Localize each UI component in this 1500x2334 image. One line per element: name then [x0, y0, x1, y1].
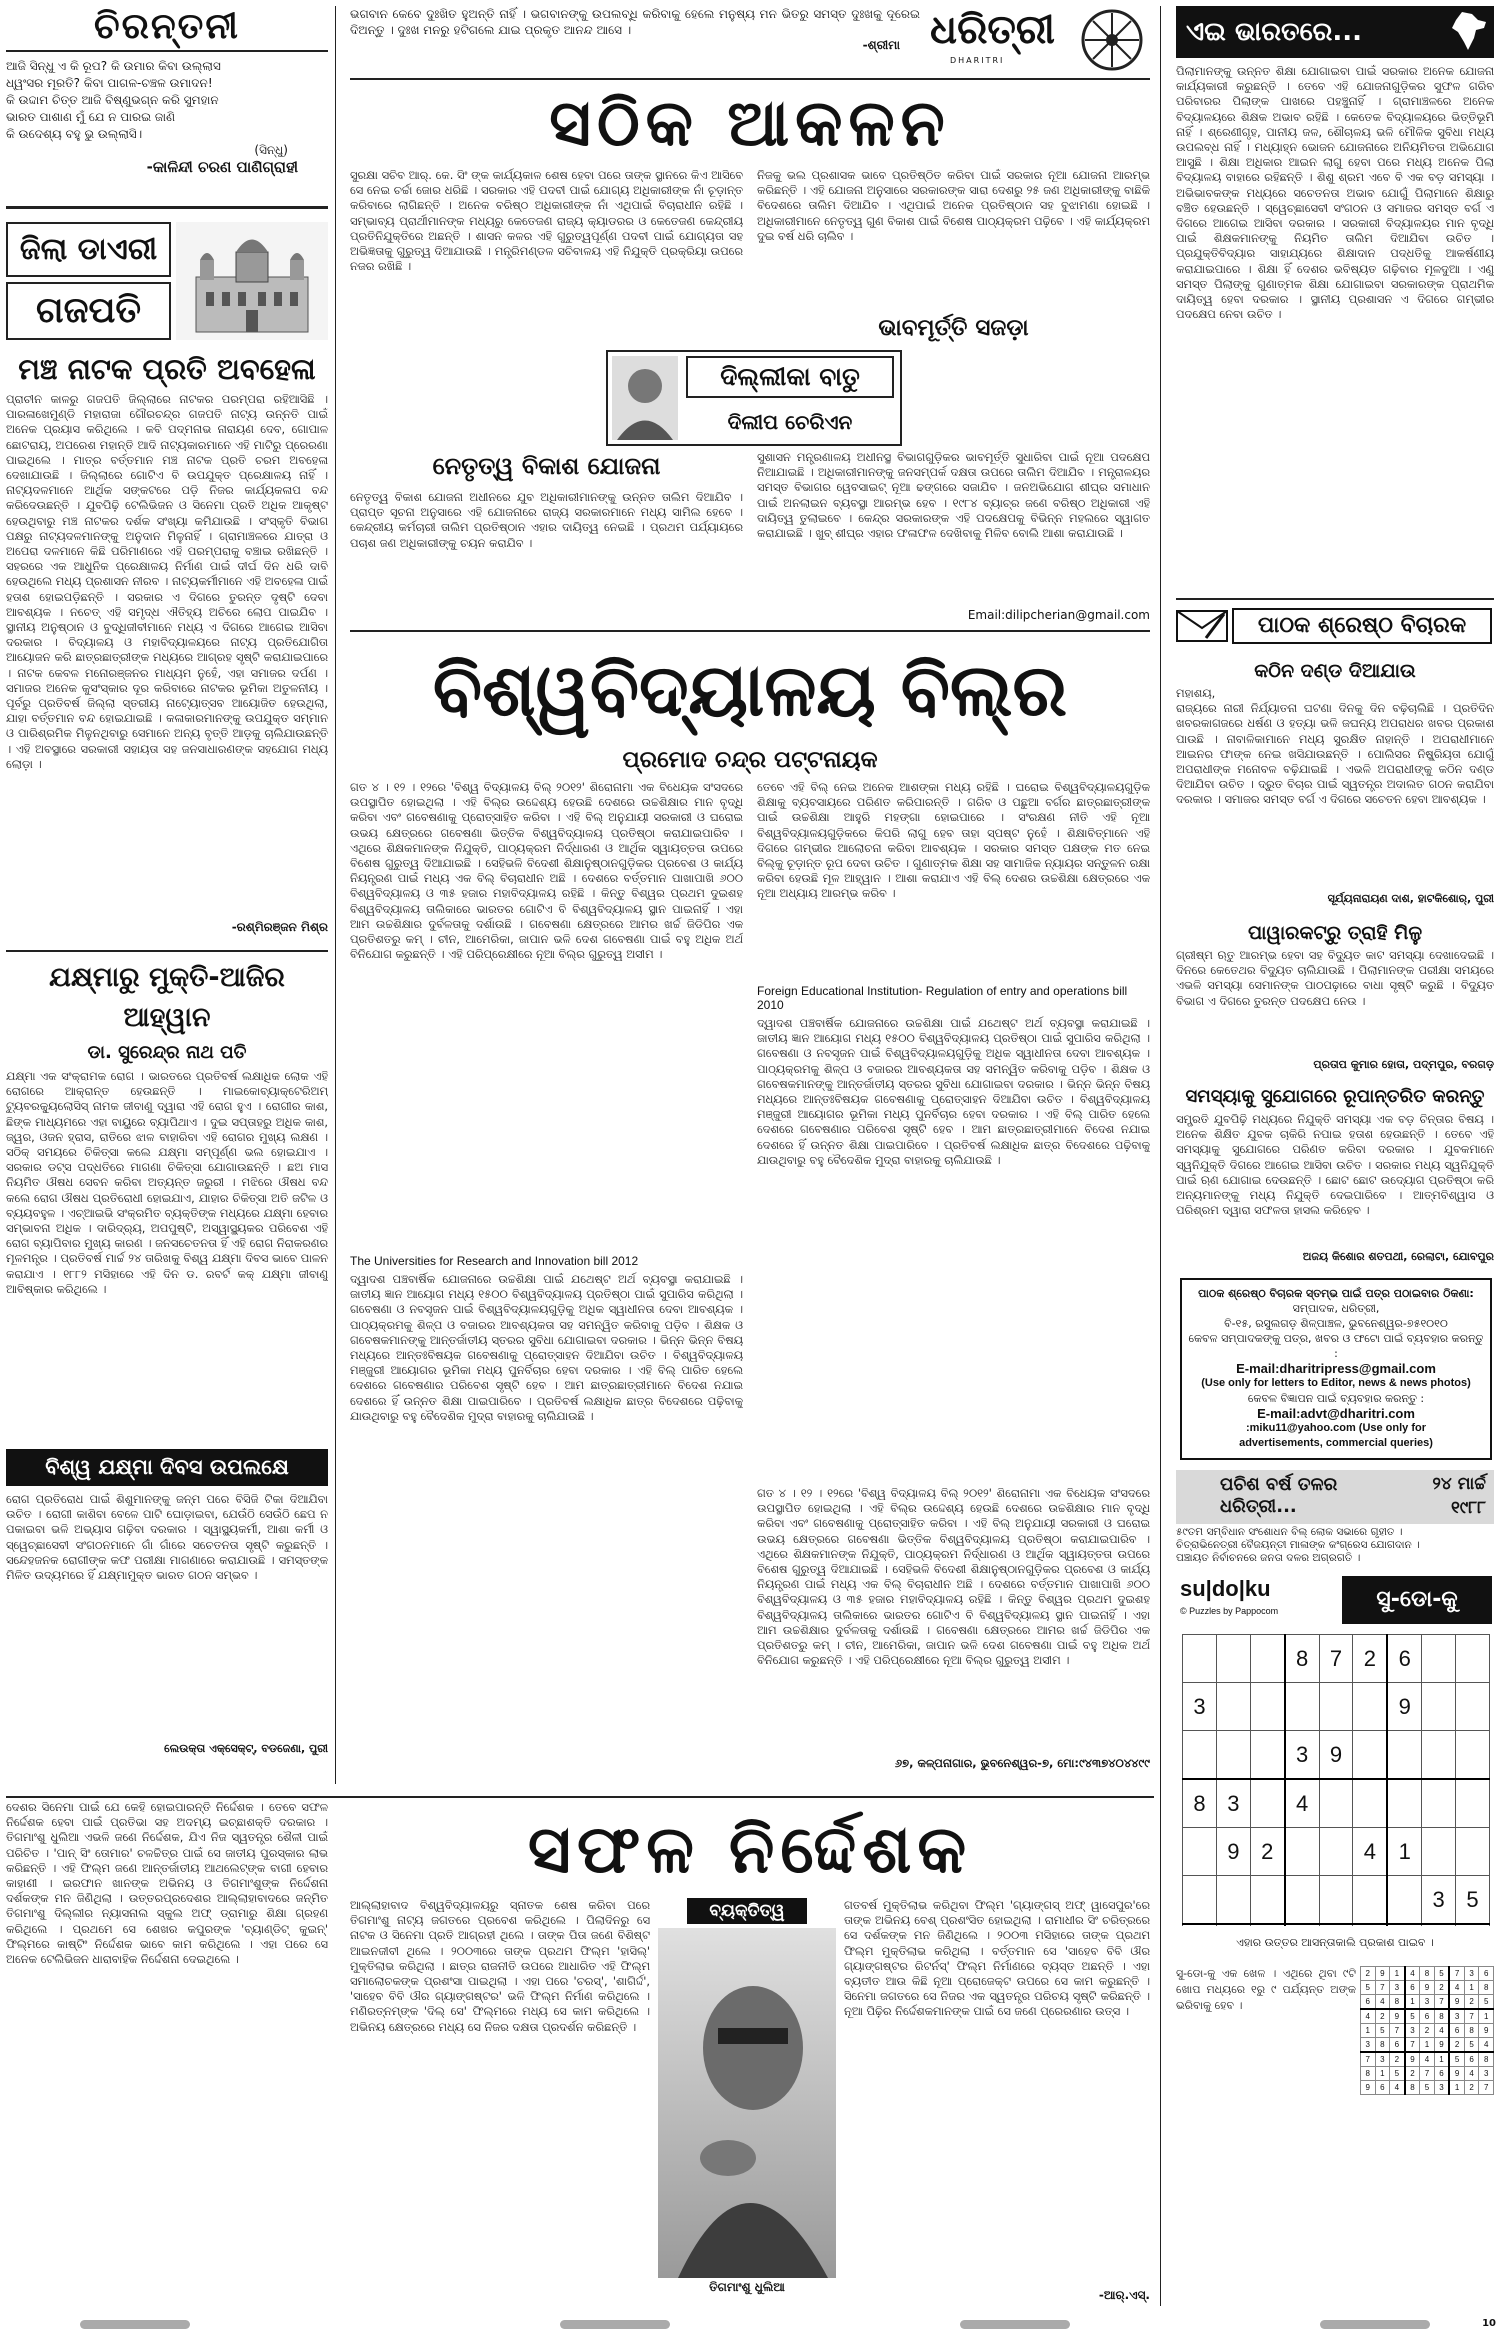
ei-bharatare-body: ପିଲାମାନଙ୍କୁ ଉନ୍ନତ ଶିକ୍ଷା ଯୋଗାଇବା ପାଇଁ ସରକାର ଅନେକ ଯୋଜନା କାର୍ଯ୍ୟକାରୀ କରୁଛନ୍ତି । ତେବେ ଏହି ଯୋଜନାଗୁଡ଼ିକର ସୁଫଳ ଗରିବ ପରିବାରର ପିଲାଙ୍କ ପାଖରେ ପହଞ୍ଚୁନାହିଁ । ଗ୍ରାମାଞ୍ଚଳରେ ଅନେକ ବିଦ୍ୟାଳୟରେ ଶିକ୍ଷକ ଅଭାବ ରହିଛି । କେତେକ ବିଦ୍ୟାଳୟରେ ଭିତ୍ତିଭୂମି ନାହିଁ । ଶ୍ରେଣୀଗୃହ, ପାନୀୟ ଜଳ, ଶୌଚାଳୟ ଭଳି ମୌଳିକ ସୁବିଧା ମଧ୍ୟ ଉପଲବ୍ଧ ନାହିଁ । ମଧ୍ୟାହ୍ନ ଭୋଜନ ଯୋଜନାରେ ଅନିୟମିତତା ଅଭିଯୋଗ ଆସୁଛି । ଶିକ୍ଷା ଅଧିକାର ଆଇନ ଲାଗୁ ହେବା ପରେ ମଧ୍ୟ ଅନେକ ପିଲା ବିଦ୍ୟାଳୟ ବାହାରେ ରହିଛନ୍ତି । ଶିଶୁ ଶ୍ରମ ଏବେ ବି ଏକ ବଡ଼ ସମସ୍ୟା । ଅଭିଭାବକଙ୍କ ମଧ୍ୟରେ ସଚେତନତା ଅଭାବ ଯୋଗୁଁ ପିଲାମାନେ ଶିକ୍ଷାରୁ ବଞ୍ଚିତ ହେଉଛନ୍ତି । ସ୍ୱେଚ୍ଛାସେବୀ ସଂଗଠନ ଓ ସମାଜର ସମସ୍ତ ବର୍ଗ ଏ ଦିଗରେ ଆଗେଇ ଆସିବା ଦରକାର । ସରକାରୀ ବିଦ୍ୟାଳୟର ମାନ ବୃଦ୍ଧି ପାଇଁ ଶିକ୍ଷକମାନଙ୍କୁ ନିୟମିତ ତାଲିମ ଦିଆଯିବା ଉଚିତ । ପ୍ରଯୁକ୍ତିବିଦ୍ୟାର ସାହାଯ୍ୟରେ ଶିକ୍ଷାଦାନ ପଦ୍ଧତିକୁ ଆକର୍ଷଣୀୟ କରାଯାଇପାରେ । ଶିକ୍ଷା ହିଁ ଦେଶର ଭବିଷ୍ୟତ ଗଢ଼ିବାର ମୂଳଦୁଆ । ଏଣୁ ସମସ୍ତ ପିଲାଙ୍କୁ ଗୁଣାତ୍ମକ ଶିକ୍ଷା ଯୋଗାଇବା ସରକାରଙ୍କ ପ୍ରାଥମିକ ଦାୟିତ୍ୱ ହେବା ଦରକାର । ସ୍ଥାନୀୟ ପ୍ରଶାସନ ଏ ଦିଗରେ ଗମ୍ଭୀର ପଦକ୍ଷେପ ନେବା ଉଚିତ । — [1176, 64, 1494, 322]
divider — [350, 630, 1150, 632]
sudoku-cell — [1422, 1683, 1456, 1731]
footer-marker — [1320, 2320, 1430, 2329]
sudoku-cell — [1456, 1828, 1490, 1876]
sudoku-solution-cell: 4 — [1361, 2009, 1376, 2024]
zilla-diary-label: ଜିଲା ଡାଏରୀ — [6, 222, 171, 277]
story2 — [6, 958, 328, 1778]
sudoku-cell — [1285, 1828, 1319, 1876]
sudoku-solution-cell: 4 — [1479, 2038, 1494, 2053]
sudoku-cell — [1456, 1924, 1490, 1926]
sudoku-cell — [1422, 1924, 1456, 1926]
sudoku-solution-cell: 3 — [1390, 1981, 1405, 1995]
sudoku-cell — [1353, 1876, 1387, 1925]
sudoku-cell — [1250, 1683, 1284, 1731]
sudoku-cell: 7 — [1319, 1635, 1353, 1683]
sudoku-solution-cell: 2 — [1449, 2038, 1464, 2053]
lead-body-2: ଦ୍ୱାଦଶ ପଞ୍ଚବାର୍ଷିକ ଯୋଜନାରେ ଉଚ୍ଚଶିକ୍ଷା ପାଇଁ ଯଥେଷ୍ଟ ଅର୍ଥ ବ୍ୟବସ୍ଥା କରାଯାଇଛି । ଜାତୀୟ ଜ୍ଞାନ ଆୟୋଗ ମଧ୍ୟ ୧୫୦୦ ବିଶ୍ୱବିଦ୍ୟାଳୟ ପ୍ରତିଷ୍ଠା ପାଇଁ ସୁପାରିସ କରିଥିଲା । ଗବେଷଣା ଓ ନବସୃଜନ ପାଇଁ ବିଶ୍ୱବିଦ୍ୟାଳୟଗୁଡ଼ିକୁ ଅଧିକ ସ୍ୱାଧୀନତା ଦେବା ଆବଶ୍ୟକ । ପାଠ୍ୟକ୍ରମକୁ ଶିଳ୍ପ ଓ ବଜାରର ଆବଶ୍ୟକତା ସହ ସମନ୍ୱିତ କରିବାକୁ ପଡ଼ିବ । ଶିକ୍ଷକ ଓ ଗବେଷକମାନଙ୍କୁ ଆନ୍ତର୍ଜାତୀୟ ସ୍ତରର ସୁବିଧା ଯୋଗାଇବା ଦରକାର । ଭିନ୍ନ ଭିନ୍ନ ବିଷୟ ମଧ୍ୟରେ ଆନ୍ତଃବିଷୟକ ଗବେଷଣାକୁ ପ୍ରୋତ୍ସାହନ ଦିଆଯିବା ଉଚିତ । ବିଶ୍ୱବିଦ୍ୟାଳୟ ମଞ୍ଜୁରୀ ଆୟୋଗର ଭୂମିକା ମଧ୍ୟ ପୁନର୍ବିଚାର ହେବା ଦରକାର । ଏହି ବିଲ୍ ପାରିତ ହେଲେ ଦେଶରେ ଗବେଷଣାର ପରିବେଶ ସୃଷ୍ଟି ହେବ । ଆମ ଛାତ୍ରଛାତ୍ରୀମାନେ ବିଦେଶ ନଯାଇ ଦେଶରେ ହିଁ ଉନ୍ନତ ଶିକ୍ଷା ପାଇପାରିବେ । ପ୍ରତିବର୍ଷ ଲକ୍ଷାଧିକ ଛାତ୍ର ବିଦେଶରେ ପଢ଼ିବାକୁ ଯାଉଥିବାରୁ ବହୁ ବୈଦେଶିକ ମୁଦ୍ରା ବାହାରକୁ ଚାଲିଯାଉଛି । — [350, 1272, 743, 1423]
column-rule — [1160, 6, 1161, 2306]
sudoku-solution — [1360, 1966, 1494, 2096]
letter2-author: ପ୍ରତାପ କୁମାର ହୋତା, ପଦ୍ମପୁର, ବରଗଡ଼ — [1313, 1058, 1494, 1071]
story2-title: ଯକ୍ଷ୍ମାରୁ ମୁକ୍ତି-ଆଜିର ଆହ୍ୱାନ — [49, 962, 285, 1033]
bottom-col-1 — [6, 1800, 328, 2310]
sudoku-solution-cell: 5 — [1449, 2052, 1464, 2067]
sudoku-solution-cell: 9 — [1361, 2081, 1376, 2095]
lead-body-3: ତେବେ ଏହି ବିଲ୍ ନେଇ ଅନେକ ଆଶଙ୍କା ମଧ୍ୟ ରହିଛି । ଘରୋଇ ବିଶ୍ୱବିଦ୍ୟାଳୟଗୁଡ଼ିକ ଶିକ୍ଷାକୁ ବ୍ୟବସାୟରେ ପରିଣତ କରିପାରନ୍ତି । ଗରିବ ଓ ପଛୁଆ ବର୍ଗର ଛାତ୍ରଛାତ୍ରୀଙ୍କ ପାଇଁ ଉଚ୍ଚଶିକ୍ଷା ଆହୁରି ମହଙ୍ଗା ହୋଇପାରେ । ସଂରକ୍ଷଣ ନୀତି ଏହି ନୂଆ ବିଶ୍ୱବିଦ୍ୟାଳୟଗୁଡ଼ିକରେ କିପରି ଲାଗୁ ହେବ ତାହା ସ୍ପଷ୍ଟ ନୁହେଁ । ଶିକ୍ଷାବିତ୍‌ମାନେ ଏହି ଦିଗରେ ଗମ୍ଭୀର ଆଲୋଚନା କରିବା ଆବଶ୍ୟକ । ସରକାର ସମସ୍ତ ପକ୍ଷଙ୍କ ମତ ନେଇ ବିଲ୍‌କୁ ଚୂଡ଼ାନ୍ତ ରୂପ ଦେବା ଉଚିତ । ଗୁଣାତ୍ମକ ଶିକ୍ଷା ସହ ସାମାଜିକ ନ୍ୟାୟର ସନ୍ତୁଳନ ରକ୍ଷା କରିବା ହେଉଛି ମୂଳ ଆହ୍ୱାନ । ଆଶା କରାଯାଏ ଏହି ବିଲ୍ ଦେଶର ଉଚ୍ଚଶିକ୍ଷା କ୍ଷେତ୍ରରେ ଏକ ନୂଆ ଅଧ୍ୟାୟ ଆରମ୍ଭ କରିବ । — [757, 780, 1150, 901]
sudoku-cell — [1285, 1683, 1319, 1731]
sudoku-cell — [1422, 1779, 1456, 1828]
sudoku-solution-cell: 4 — [1449, 1981, 1464, 1995]
sudoku-cell — [1183, 1731, 1217, 1780]
sudoku-solution-cell: 2 — [1361, 1967, 1376, 1981]
chirantani-box — [6, 6, 328, 202]
sudoku-solution-cell: 1 — [1449, 2081, 1464, 2095]
sudoku-solution-cell: 7 — [1375, 1981, 1390, 1995]
sudoku-solution-cell: 1 — [1390, 1967, 1405, 1981]
sudoku-solution-cell: 2 — [1464, 2081, 1479, 2095]
bottom-body-1: ଦେଶର ସିନେମା ପାଇଁ ଯେ କେହି ହୋଇପାରନ୍ତି ନିର୍ଦ୍ଦେଶକ । ତେବେ ସଫଳ ନିର୍ଦ୍ଦେଶକ ହେବା ପାଇଁ ପ୍ରତିଭା ସହ ଅଦମ୍ୟ ଇଚ୍ଛାଶକ୍ତି ଦରକାର । ତିଗମାଂଶୁ ଧୁଲିଆ ଏଭଳି ଜଣେ ନିର୍ଦ୍ଦେଶକ, ଯିଏ ନିଜ ସ୍ୱତନ୍ତ୍ର ଶୈଳୀ ପାଇଁ ପରିଚିତ । 'ପାନ୍ ସିଂ ତୋମାର' ଚଳଚ୍ଚିତ୍ର ପାଇଁ ସେ ଜାତୀୟ ପୁରସ୍କାର ଲାଭ କରିଛନ୍ତି । ଏହି ଫିଲ୍ମ ଜଣେ ଆନ୍ତର୍ଜାତୀୟ ଆଥଲେଟ୍‌ଙ୍କ ବାଗୀ ହେବାର କାହାଣୀ । ଇରଫାନ ଖାନଙ୍କ ଅଭିନୟ ଓ ତିଗମାଂଶୁଙ୍କ ନିର୍ଦ୍ଦେଶନା ଦର୍ଶକଙ୍କ ମନ ଜିଣିଥିଲା । ଉତ୍ତରପ୍ରଦେଶର ଆଲ୍ଲାହାବାଦରେ ଜନ୍ମିତ ତିଗମାଂଶୁ ଦିଲ୍ଲୀର ନ୍ୟାସନାଲ ସ୍କୁଲ ଅଫ୍ ଡ୍ରାମାରୁ ଶିକ୍ଷା ଗ୍ରହଣ କରିଥିଲେ । ପ୍ରଥମେ ସେ ଶେଖର କପୁରଙ୍କ 'ବ୍ୟାଣ୍ଡିଟ୍ କୁଇନ୍' ଫିଲ୍ମରେ କାଷ୍ଟିଂ ନିର୍ଦ୍ଦେଶକ ଭାବେ କାମ କରିଥିଲେ । ଏହା ପରେ ସେ ଅନେକ ଟେଲିଭିଜନ ଧାରାବାହିକ ନିର୍ଦ୍ଦେଶନା ଦେଇଥିଲେ । — [6, 1800, 328, 1967]
sudoku-solution-cell: 6 — [1390, 2038, 1405, 2053]
delhi-box — [606, 350, 902, 446]
sudoku-cell — [1456, 1683, 1490, 1731]
page-number: 10 — [1482, 2318, 1496, 2329]
sudoku-solution-cell: 1 — [1405, 1995, 1420, 2010]
sudoku-cell — [1250, 1635, 1284, 1683]
sudoku-solution-cell: 9 — [1420, 1981, 1435, 1995]
editorial-col-d: ସୁଶାସନ ମନ୍ତ୍ରଣାଳୟ ଅଧୀନସ୍ଥ ବିଭାଗଗୁଡ଼ିକର ଭାବମୂର୍ତ୍ତି ସୁଧାରିବା ପାଇଁ ନୂଆ ପଦକ୍ଷେପ ନିଆଯାଇଛି । ଅଧିକାରୀମାନଙ୍କୁ ଜନସମ୍ପର୍କ ଦକ୍ଷତା ଉପରେ ତାଲିମ ଦିଆଯିବ । ମନ୍ତ୍ରାଳୟର ସମସ୍ତ ବିଭାଗର ୱେବସାଇଟ୍ ନୂଆ ଢଙ୍ଗରେ ସଜାଯିବ । ଜନଅଭିଯୋଗ ଶୀଘ୍ର ସମାଧାନ ପାଇଁ ଅନଲାଇନ ବ୍ୟବସ୍ଥା ଆରମ୍ଭ ହେବ । ୧୯୮୪ ବ୍ୟାଚ୍‌ର ଜଣେ ବରିଷ୍ଠ ଅଧିକାରୀ ଏହି ଦାୟିତ୍ୱ ତୁଲାଇବେ । କେନ୍ଦ୍ର ସରକାରଙ୍କ ଏହି ପଦକ୍ଷେପକୁ ବିଭିନ୍ନ ମହଲରେ ସ୍ୱାଗତ କରାଯାଇଛି । ଖୁବ୍ ଶୀଘ୍ର ଏହାର ଫଳାଫଳ ଦେଖିବାକୁ ମିଳିବ ବୋଲି ଆଶା କରାଯାଉଛି । — [757, 450, 1150, 541]
lead-col-1 — [350, 780, 743, 1792]
sudoku-solution-cell: 3 — [1361, 2038, 1376, 2053]
reader-title: ପାଠକ ଶ୍ରେଷ୍ଠ ବିଚାରକ — [1232, 608, 1492, 644]
advt-email[interactable]: E-mail:advt@dharitri.com — [1257, 1406, 1415, 1421]
sudoku-solution-cell: 5 — [1375, 2024, 1390, 2038]
sudoku-cell — [1456, 1779, 1490, 1828]
sudoku-solution-cell: 8 — [1361, 2067, 1376, 2081]
sudoku-solution-cell: 1 — [1434, 2052, 1449, 2067]
sudoku-cell — [1422, 1828, 1456, 1876]
sudoku-rules: ସୁ-ଡୋ-କୁ ଏକ ଖେଳ । ଏଥିରେ ଥିବା ୯ଟି ଖୋପ ମଧ୍ୟରେ ୧ରୁ ୯ ପର୍ଯ୍ୟନ୍ତ ଅଙ୍କ ଭରିବାକୁ ହେବ । — [1176, 1967, 1356, 2012]
sudoku-solution-cell: 8 — [1375, 2038, 1390, 2053]
profile-caption: ତିଗମାଂଶୁ ଧୁଲିଆ — [709, 2280, 785, 2294]
sudoku-solution-cell: 6 — [1434, 2067, 1449, 2081]
story2-box-label: ବିଶ୍ୱ ଯକ୍ଷ୍ମା ଦିବସ ଉପଲକ୍ଷେ — [6, 1449, 328, 1486]
reader-header — [1176, 604, 1494, 648]
sudoku-solution-cell: 1 — [1375, 2067, 1390, 2081]
sudoku-solution-cell: 9 — [1449, 2067, 1464, 2081]
sudoku-cell: 3 — [1285, 1731, 1319, 1780]
lead-body-1: ଗତ ୪ । ୧୨ । ୧୨ରେ 'ବିଶ୍ୱ ବିଦ୍ୟାଳୟ ବିଲ୍ ୨୦୧୨' ଶିରୋନାମା ଏକ ବିଧେୟକ ସଂସଦରେ ଉପସ୍ଥାପିତ ହୋଇଥିଲା । ଏହି ବିଲ୍‌ର ଉଦ୍ଦେଶ୍ୟ ହେଉଛି ଦେଶରେ ଉଚ୍ଚଶିକ୍ଷାର ମାନ ବୃଦ୍ଧି କରିବା ଏବଂ ଗବେଷଣାକୁ ପ୍ରୋତ୍ସାହିତ କରିବା । ଏହି ବିଲ୍ ଅନୁଯାୟୀ ସରକାରୀ ଓ ଘରୋଇ ଉଭୟ କ୍ଷେତ୍ରରେ ଗବେଷଣା ଭିତ୍ତିକ ବିଶ୍ୱବିଦ୍ୟାଳୟ ପ୍ରତିଷ୍ଠା କରାଯାଇପାରିବ । ଏଥିରେ ଶିକ୍ଷକମାନଙ୍କ ନିଯୁକ୍ତି, ପାଠ୍ୟକ୍ରମ ନିର୍ଦ୍ଧାରଣ ଓ ଆର୍ଥିକ ସ୍ୱାୟତ୍ତତା ଉପରେ ବିଶେଷ ଗୁରୁତ୍ୱ ଦିଆଯାଇଛି । ସେହିଭଳି ବିଦେଶୀ ଶିକ୍ଷାନୁଷ୍ଠାନଗୁଡ଼ିକର ପ୍ରବେଶ ଓ କାର୍ଯ୍ୟ ନିୟନ୍ତ୍ରଣ ପାଇଁ ମଧ୍ୟ ଏକ ବିଲ୍ ବିଚାରାଧୀନ ଅଛି । ଦେଶରେ ବର୍ତ୍ତମାନ ପାଖାପାଖି ୬୦୦ ବିଶ୍ୱବିଦ୍ୟାଳୟ ଓ ୩୫ ହଜାର ମହାବିଦ୍ୟାଳୟ ରହିଛି । କିନ୍ତୁ ବିଶ୍ୱର ପ୍ରଥମ ଦୁଇଶହ ବିଶ୍ୱବିଦ୍ୟାଳୟ ତାଲିକାରେ ଭାରତର ଗୋଟିଏ ବି ବିଶ୍ୱବିଦ୍ୟାଳୟ ସ୍ଥାନ ପାଇନାହିଁ । ଏହା ଆମ ଉଚ୍ଚଶିକ୍ଷାର ଦୁର୍ବଳତାକୁ ଦର୍ଶାଉଛି । ଗବେଷଣା କ୍ଷେତ୍ରରେ ଆମର ଖର୍ଚ୍ଚ ଜିଡିପିର ଏକ ପ୍ରତିଶତରୁ କମ୍ । ଚୀନ, ଆମେରିକା, ଜାପାନ ଭଳି ଦେଶ ଗବେଷଣା ପାଇଁ ବହୁ ଅଧିକ ଅର୍ଥ ବିନିଯୋଗ କରୁଛନ୍ତି । ଏହି ପରିପ୍ରେକ୍ଷୀରେ ନୂଆ ବିଲ୍‌ର ଗୁରୁତ୍ୱ ଅସୀମ । — [350, 780, 743, 962]
sudoku-solution-cell: 4 — [1434, 2024, 1449, 2038]
sudoku-cell — [1183, 1828, 1217, 1876]
lead-headline: ବିଶ୍ୱବିଦ୍ୟାଳୟ ବିଲ୍‌ର — [432, 648, 1068, 732]
history-item: ଚିତ୍ରାଭିନେତ୍ରୀ ବୈଜୟନ୍ତୀ ମାଳାଙ୍କ କଂଗ୍ରେସ ଯୋଗଦାନ । — [1176, 1539, 1420, 1551]
india-map-icon — [1448, 10, 1490, 54]
sudoku-solution-cell: 3 — [1375, 2052, 1390, 2067]
sudoku-solution-cell: 8 — [1390, 1995, 1405, 2010]
sudoku-cell: 3 — [1183, 1683, 1217, 1731]
sudoku-solution-cell: 6 — [1420, 2009, 1435, 2024]
chirantani-title: ଚିରନ୍ତନୀ — [6, 6, 328, 52]
advt-email-b: :miku11@yahoo.com (Use only for — [1245, 1422, 1427, 1434]
sudoku-puzzle — [1182, 1634, 1492, 1926]
sub2-title: ଭାବମୂର୍ତ୍ତି ସଜଡ଼ା — [878, 315, 1029, 341]
footer-marker — [80, 2320, 190, 2329]
profile-photo — [658, 1928, 836, 2278]
bottom-body-3: ଗତବର୍ଷ ମୁକ୍ତିଲାଭ କରିଥିବା ଫିଲ୍ମ 'ଗ୍ୟାଙ୍ଗସ୍ ଅଫ୍ ୱାସେପୁର'ରେ ତାଙ୍କ ଅଭିନୟ ବେଶ୍ ପ୍ରଶଂସିତ ହୋଇଥିଲା । ରାମାଧୀର ସିଂ ଚରିତ୍ରରେ ସେ ଦର୍ଶକଙ୍କ ମନ ଜିଣିଥିଲେ । ୨୦୦୩ ମସିହାରେ ତାଙ୍କ ପ୍ରଥମ ଫିଲ୍ମ ମୁକ୍ତିଲାଭ କରିଥିଲା । ବର୍ତ୍ତମାନ ସେ 'ସାହେବ ବିବି ଔର ଗ୍ୟାଙ୍ଗଷ୍ଟର ରିଟର୍ନସ୍' ଫିଲ୍ମ ନିର୍ମାଣରେ ବ୍ୟସ୍ତ ଅଛନ୍ତି । ଏହା ବ୍ୟତୀତ ଆଉ କିଛି ନୂଆ ପ୍ରୋଜେକ୍ଟ ଉପରେ ସେ କାମ କରୁଛନ୍ତି । ସିନେମା ଜଗତରେ ସେ ନିଜର ଏକ ସ୍ୱତନ୍ତ୍ର ପରିଚୟ ସୃଷ୍ଟି କରିଛନ୍ତି । ନୂଆ ପିଢ଼ିର ନିର୍ଦ୍ଦେଶକମାନଙ୍କ ପାଇଁ ସେ ଜଣେ ପ୍ରେରଣାର ଉତ୍ସ । — [844, 1898, 1150, 2019]
bottom-headline: ସଫଳ ନିର୍ଦ୍ଦେଶକ — [527, 1811, 973, 1888]
sudoku-cell — [1183, 1635, 1217, 1683]
sudoku-cell — [1285, 1924, 1319, 1926]
sudoku-cell — [1250, 1924, 1284, 1926]
sudoku-solution-cell: 5 — [1434, 1967, 1449, 1981]
sudoku-solution-cell: 6 — [1405, 1981, 1420, 1995]
letter2 — [1176, 918, 1494, 1078]
sudoku-cell — [1387, 1876, 1421, 1925]
sudoku-solution-cell: 4 — [1420, 2052, 1435, 2067]
history-date: ୨୪ ମାର୍ଚ୍ଚ — [1432, 1474, 1486, 1494]
address-line-4: କେବଳ ବିଜ୍ଞାପନ ପାଇଁ ବ୍ୟବହାର କରନ୍ତୁ : — [1247, 1392, 1425, 1405]
palace-illustration — [176, 222, 328, 340]
letter2-title: ପାୱାରକଟ୍‌ରୁ ତ୍ରାହି ମିଳୁ — [1247, 922, 1423, 944]
sudoku-cell: 1 — [1387, 1828, 1421, 1876]
letter3 — [1176, 1082, 1494, 1270]
sudoku-solution-cell: 9 — [1375, 1967, 1390, 1981]
sudoku-solution-cell: 2 — [1420, 2024, 1435, 2038]
sudoku-solution-cell: 3 — [1479, 2067, 1494, 2081]
chirantani-author: -କାଳିନ୍ଦୀ ଚରଣ ପାଣିଗ୍ରାହୀ — [146, 158, 298, 176]
editorial-headline: ସଠିକ ଆକଳନ — [549, 87, 951, 161]
sudoku-solution-cell: 5 — [1361, 1981, 1376, 1995]
sudoku-cell — [1456, 1731, 1490, 1780]
lead-bill-name: The Universities for Research and Innovation bill 2012 — [350, 1254, 639, 1268]
sudoku-solution-cell: 1 — [1420, 2038, 1435, 2053]
sudoku-cell — [1216, 1683, 1250, 1731]
sudoku-cell — [1250, 1731, 1284, 1780]
sudoku-cell — [1216, 1924, 1250, 1926]
sudoku-solution-cell: 9 — [1434, 2038, 1449, 2053]
sudoku-solution-cell: 6 — [1361, 1995, 1376, 2010]
sudoku-cell — [1216, 1876, 1250, 1925]
divider — [6, 950, 328, 952]
sudoku-cell: 8 — [1285, 1635, 1319, 1683]
sudoku-cell: 4 — [1285, 1779, 1319, 1828]
zilla-diary-box — [6, 222, 328, 342]
chirantani-source: (ସିନ୍ଧୁ) — [254, 143, 288, 157]
sudoku-solution-cell: 2 — [1464, 1995, 1479, 2010]
sudoku-grid — [1182, 1634, 1490, 1926]
sudoku-cell: 4 — [1353, 1828, 1387, 1876]
sudoku-brand: su|do|ku — [1180, 1576, 1271, 1601]
sudoku-cell — [1250, 1779, 1284, 1828]
sudoku-solution-cell: 3 — [1434, 2081, 1449, 2095]
editor-email[interactable]: E-mail:dharitripress@gmail.com — [1236, 1361, 1436, 1376]
editorial-email: Email:dilipcherian@gmail.com — [967, 608, 1150, 622]
story1-body: ପ୍ରାଚୀନ କାଳରୁ ଗଜପତି ଜିଲ୍ଲାରେ ନାଟକର ପରମ୍ପରା ରହିଆସିଛି । ପାରଳାଖେମୁଣ୍ଡି ମହାରାଜା ଗୌରଚନ୍ଦ୍ର ଗଜପତି ନାଟ୍ୟ ଉନ୍ନତି ପାଇଁ ଅନେକ ପ୍ରୟାସ କରିଥିଲେ । କବି ପଦ୍ମନାଭ ନାରାୟଣ ଦେବ, ଗୋପାଳ ଛୋଟରାୟ, ଅପରେଶ ମହାନ୍ତି ଆଦି ନାଟ୍ୟକାରମାନେ ଏହି ମାଟିରୁ ପ୍ରେରଣା ପାଇଥିଲେ । ମାତ୍ର ବର୍ତ୍ତମାନ ମଞ୍ଚ ନାଟକ ପ୍ରତି ଚରମ ଅବହେଳା ଦେଖାଯାଉଛି । ଜିଲ୍ଲାରେ ଗୋଟିଏ ବି ଉପଯୁକ୍ତ ପ୍ରେକ୍ଷାଳୟ ନାହିଁ । ନାଟ୍ୟଦଳମାନେ ଆର୍ଥିକ ସଙ୍କଟରେ ପଡ଼ି ନିଜର କାର୍ଯ୍ୟକଳାପ ବନ୍ଦ କରିଦେଉଛନ୍ତି । ଯୁବପିଢ଼ି ଟେଲିଭିଜନ ଓ ସିନେମା ପ୍ରତି ଅଧିକ ଆକୃଷ୍ଟ ହେଉଥିବାରୁ ମଞ୍ଚ ନାଟକର ଦର୍ଶକ ସଂଖ୍ୟା କମିଯାଉଛି । ସଂସ୍କୃତି ବିଭାଗ ପକ୍ଷରୁ ନାଟ୍ୟଦଳମାନଙ୍କୁ ଅନୁଦାନ ମିଳୁନାହିଁ । ଗ୍ରାମାଞ୍ଚଳରେ ଯାତ୍ରା ଓ ଅପେରା ଦଳମାନେ କିଛି ପରିମାଣରେ ଏହି ପରମ୍ପରାକୁ ବଞ୍ଚାଇ ରଖିଛନ୍ତି । ସହରରେ ଏକ ଆଧୁନିକ ପ୍ରେକ୍ଷାଳୟ ନିର୍ମାଣ ପାଇଁ ଦୀର୍ଘ ଦିନ ଧରି ଦାବି ହେଉଥିଲେ ମଧ୍ୟ ପ୍ରଶାସନ ନୀରବ । ନାଟ୍ୟକର୍ମୀମାନେ ଏହି ଅବହେଳା ପାଇଁ ହତାଶ ହୋଇପଡ଼ିଛନ୍ତି । ସରକାର ଏ ଦିଗରେ ତୁରନ୍ତ ଦୃଷ୍ଟି ଦେବା ଆବଶ୍ୟକ । ନଚେତ୍ ଏହି ସମୃଦ୍ଧ ଐତିହ୍ୟ ଅଚିରେ ଲୋପ ପାଇଯିବ । ସ୍ଥାନୀୟ ଅନୁଷ୍ଠାନ ଓ ବୁଦ୍ଧିଜୀବୀମାନେ ମଧ୍ୟ ଏ ଦିଗରେ ଆଗେଇ ଆସିବା ଦରକାର । ବିଦ୍ୟାଳୟ ଓ ମହାବିଦ୍ୟାଳୟରେ ନାଟ୍ୟ ପ୍ରତିଯୋଗିତା ଆୟୋଜନ କରି ଛାତ୍ରଛାତ୍ରୀଙ୍କ ମଧ୍ୟରେ ଆଗ୍ରହ ସୃଷ୍ଟି କରାଯାଇପାରେ । ନାଟକ କେବଳ ମନୋରଞ୍ଜନର ମାଧ୍ୟମ ନୁହେଁ, ଏହା ସମାଜର ଦର୍ପଣ । ସମାଜର ଅନେକ କୁସଂସ୍କାର ଦୂର କରିବାରେ ନାଟକର ଭୂମିକା ଅତୁଳନୀୟ । ପୂର୍ବରୁ ପ୍ରତିବର୍ଷ ଜିଲ୍ଲା ସ୍ତରୀୟ ନାଟ୍ୟୋତ୍ସବ ଆୟୋଜିତ ହେଉଥିଲା, ଯାହା ବର୍ତ୍ତମାନ ବନ୍ଦ ହୋଇଯାଇଛି । କଳାକାରମାନଙ୍କୁ ଉପଯୁକ୍ତ ସମ୍ମାନ ଓ ପାରିଶ୍ରମିକ ମିଳୁନଥିବାରୁ ସେମାନେ ଅନ୍ୟ ବୃତ୍ତି ଆଡ଼କୁ ଚାଲିଯାଉଛନ୍ତି । ଏହି ଅବସ୍ଥାରେ ସରକାରୀ ସହାୟତା ସହ ଜନସାଧାରଣଙ୍କ ସହଯୋଗ ମଧ୍ୟ ଲୋଡ଼ା । — [6, 392, 328, 771]
sudoku-solution-cell: 4 — [1390, 2081, 1405, 2095]
profile-tag: ବ୍ୟକ୍ତିତ୍ୱ — [687, 1898, 807, 1924]
sudoku-cell: 2 — [1250, 1828, 1284, 1876]
sudoku-cell — [1353, 1779, 1387, 1828]
story1-title: ମଞ୍ଚ ନାଟକ ପ୍ରତି ଅବହେଳା — [18, 352, 316, 386]
editorial-col-c: ନେତୃତ୍ୱ ବିକାଶ ଯୋଜନା ଅଧୀନରେ ଯୁବ ଅଧିକାରୀମାନଙ୍କୁ ଉନ୍ନତ ତାଲିମ ଦିଆଯିବ । ପ୍ରାପ୍ତ ସୂଚନା ଅନୁସାରେ ଏହି ଯୋଜନାରେ ରାଜ୍ୟ ସରକାରମାନେ ମଧ୍ୟ ସାମିଲ ହେବେ । କେନ୍ଦ୍ରୀୟ କର୍ମଚାରୀ ତାଲିମ ପ୍ରତିଷ୍ଠାନ ଏହାର ଦାୟିତ୍ୱ ନେଇଛି । ପ୍ରଥମ ପର୍ଯ୍ୟାୟରେ ପଚାଶ ଜଣ ଅଧିକାରୀଙ୍କୁ ଚୟନ କରାଯିବ । — [350, 490, 743, 550]
letter3-title: ସମସ୍ୟାକୁ ସୁଯୋଗରେ ରୂପାନ୍ତରିତ କରନ୍ତୁ — [1185, 1086, 1485, 1107]
letter3-author: ଅଜୟ କିଶୋର ଶତପଥୀ, ରେଲାଟା, ଯୋବପୁର — [1302, 1250, 1494, 1263]
sudoku-solution-cell: 2 — [1405, 2067, 1420, 2081]
sudoku-solution-cell: 7 — [1434, 1995, 1449, 2010]
sudoku-solution-cell: 8 — [1479, 2052, 1494, 2067]
sudoku-cell — [1319, 1779, 1353, 1828]
sudoku-solution-cell: 9 — [1479, 2024, 1494, 2038]
sudoku-cell — [1387, 1924, 1421, 1926]
sudoku-solution-cell: 8 — [1464, 2024, 1479, 2038]
sudoku-solution-cell: 5 — [1390, 2067, 1405, 2081]
quote-box — [350, 6, 920, 76]
history-banner — [1176, 1470, 1494, 1524]
sudoku-cell: 9 — [1216, 1828, 1250, 1876]
divider — [350, 78, 1150, 80]
logo-text: ଧରିତ୍ରୀ — [930, 6, 1055, 53]
sudoku-solution-cell: 1 — [1479, 2009, 1494, 2024]
story2-body-b: ରୋଗ ପ୍ରତିରୋଧ ପାଇଁ ଶିଶୁମାନଙ୍କୁ ଜନ୍ମ ପରେ ବିସିଜି ଟିକା ଦିଆଯିବା ଉଚିତ । ରୋଗୀ କାଶିବା ବେଳେ ପାଟି ଘୋଡ଼ାଇବା, ଯେଉଁଠି ସେଉଁଠି ଛେପ ନ ପକାଇବା ଭଳି ଅଭ୍ୟାସ ଗଢ଼ିବା ଦରକାର । ସ୍ୱାସ୍ଥ୍ୟକର୍ମୀ, ଆଶା କର୍ମୀ ଓ ସ୍ୱେଚ୍ଛାସେବୀ ସଂଗଠନମାନେ ଗାଁ ଗାଁରେ ସଚେତନତା ସୃଷ୍ଟି କରୁଛନ୍ତି । ସନ୍ଦେହଜନକ ରୋଗୀଙ୍କ କଫ ପରୀକ୍ଷା ମାଗଣାରେ କରାଯାଉଛି । ସମସ୍ତଙ୍କ ମିଳିତ ଉଦ୍ୟମରେ ହିଁ ଯକ୍ଷ୍ମାମୁକ୍ତ ଭାରତ ଗଠନ ସମ୍ଭବ । — [6, 1492, 328, 1583]
sudoku-solution-cell: 9 — [1449, 1995, 1464, 2010]
sudoku-cell — [1319, 1828, 1353, 1876]
sudoku-cell — [1319, 1876, 1353, 1925]
divider — [6, 1796, 1154, 1798]
history-box — [1176, 1470, 1494, 1564]
bottom-signoff: -ଆର୍.ଏସ୍. — [1098, 2288, 1150, 2302]
district-label: ଗଜପତି — [6, 282, 171, 340]
sudoku-odia-title: ସୁ-ଡୋ-କୁ — [1342, 1576, 1492, 1624]
lead-bill-name-2: Foreign Educational Institution- Regulation of entry and operations bill 2010 — [757, 984, 1128, 1012]
sudoku-solution-cell: 4 — [1375, 1995, 1390, 2010]
delhi-title: ଦିଲ୍ଲୀକା ବାତୁ — [686, 356, 894, 398]
sudoku-cell — [1387, 1779, 1421, 1828]
sudoku-solution-cell: 6 — [1375, 2081, 1390, 2095]
history-head: ପଚିଶ ବର୍ଷ ତଳର ଧରିତ୍ରୀ... — [1220, 1474, 1338, 1517]
editor-email-note: (Use only for letters to Editor, news & news photos) — [1201, 1377, 1471, 1389]
sudoku-solution-cell: 6 — [1479, 1967, 1494, 1981]
sudoku-header — [1180, 1574, 1492, 1630]
quote-text: ଭଗବାନ କେବେ ଦୁଃଖିତ ହୁଅନ୍ତି ନାହିଁ । ଭଗବାନଙ୍କୁ ଉପଲବ୍ଧି କରିବାକୁ ହେଲେ ମନୁଷ୍ୟ ମନ ଭିତରୁ ସମସ୍ତ ଦୁଃଖକୁ ଦୂରେଇ ଦିଅନ୍ତୁ । ଦୁଃଖ ମନରୁ ହଟିଗଲେ ଯାଇ ପ୍ରକୃତ ଆନନ୍ଦ ଆସେ । — [350, 7, 920, 37]
profile-box — [658, 1898, 836, 2310]
ei-bharatare-header — [1176, 6, 1494, 58]
sudoku-solution-cell: 3 — [1420, 1995, 1435, 2010]
history-item: ପଞ୍ଚାୟତ ନିର୍ବାଚନରେ ଜନତା ଦଳର ଅଗ୍ରଗତି । — [1176, 1552, 1361, 1564]
sudoku-solution-cell: 8 — [1405, 2081, 1420, 2095]
sudoku-solution-cell: 3 — [1464, 1967, 1479, 1981]
sudoku-cell — [1216, 1731, 1250, 1780]
sudoku-cell — [1422, 1635, 1456, 1683]
address-line-2: ବି-୧୫, ରସୁଲଗଡ଼ ଶିଳ୍ପାଞ୍ଚଳ, ଭୁବନେଶ୍ୱର-୭୫୧୦୧୦ — [1224, 1317, 1448, 1330]
sudoku-cell: 8 — [1183, 1779, 1217, 1828]
sudoku-solution-cell: 7 — [1361, 2052, 1376, 2067]
logo-sub: DHARITRI — [950, 56, 1005, 65]
sudoku-solution-cell: 8 — [1420, 1967, 1435, 1981]
sudoku-solution-cell: 8 — [1434, 2009, 1449, 2024]
delhi-author: ଦିଲୀପ ଚେରିଏନ — [727, 410, 853, 434]
divider — [1176, 598, 1494, 600]
sudoku-solution-grid — [1360, 1966, 1494, 2095]
sudoku-solution-cell: 4 — [1405, 1967, 1420, 1981]
sudoku-solution-cell: 2 — [1375, 2009, 1390, 2024]
sudoku-solution-cell: 3 — [1449, 2009, 1464, 2024]
bottom-body-2: ଆଲ୍ଲାହାବାଦ ବିଶ୍ୱବିଦ୍ୟାଳୟରୁ ସ୍ନାତକ ଶେଷ କରିବା ପରେ ତିଗମାଂଶୁ ନାଟ୍ୟ ଜଗତରେ ପ୍ରବେଶ କରିଥିଲେ । ପିଲାଦିନରୁ ସେ ନାଟକ ଓ ସିନେମା ପ୍ରତି ଆଗ୍ରହୀ ଥିଲେ । ତାଙ୍କ ପିତା ଜଣେ ବିଶିଷ୍ଟ ଆଇନଜୀବୀ ଥିଲେ । ୨୦୦୩ରେ ତାଙ୍କ ପ୍ରଥମ ଫିଲ୍ମ 'ହାସିଲ୍' ମୁକ୍ତିଲାଭ କରିଥିଲା । ଛାତ୍ର ରାଜନୀତି ଉପରେ ଆଧାରିତ ଏହି ଫିଲ୍ମ ସମାଲୋଚକଙ୍କ ପ୍ରଶଂସା ପାଇଥିଲା । ଏହା ପରେ 'ଚରସ୍', 'ଶାଗିର୍ଦ୍ଦ', 'ସାହେବ ବିବି ଔର ଗ୍ୟାଙ୍ଗଷ୍ଟର' ଭଳି ଫିଲ୍ମ ନିର୍ମାଣ କରିଥିଲେ । ମଣିରତ୍ନମ୍‌ଙ୍କ 'ଦିଲ୍ ସେ' ଫିଲ୍ମରେ ମଧ୍ୟ ସେ କାମ କରିଥିଲେ । ଅଭିନୟ କ୍ଷେତ୍ରରେ ମଧ୍ୟ ସେ ନିଜର ଦକ୍ଷତା ପ୍ରଦର୍ଶନ କରିଛନ୍ତି । — [350, 1898, 650, 2034]
sudoku-cell — [1216, 1635, 1250, 1683]
sudoku-cell — [1353, 1924, 1387, 1926]
sudoku-cell — [1250, 1876, 1284, 1925]
chakra-icon — [1080, 8, 1144, 72]
sudoku-solution-cell: 8 — [1479, 1981, 1494, 1995]
sudoku-solution-cell: 2 — [1434, 1981, 1449, 1995]
sudoku-solution-cell: 1 — [1464, 1981, 1479, 1995]
sudoku-cell — [1319, 1683, 1353, 1731]
column-rule — [335, 6, 336, 1784]
sudoku-solution-cell: 7 — [1449, 1967, 1464, 1981]
story2-body: ଯକ୍ଷ୍ମା ଏକ ସଂକ୍ରାମକ ରୋଗ । ଭାରତରେ ପ୍ରତିବର୍ଷ ଲକ୍ଷାଧିକ ଲୋକ ଏହି ରୋଗରେ ଆକ୍ରାନ୍ତ ହେଉଛନ୍ତି । ମାଇକୋବ୍ୟାକ୍ଟେରିଅମ୍ ଟ୍ୟୁବରକ୍ୟୁଲୋସିସ୍ ନାମକ ଜୀବାଣୁ ଦ୍ୱାରା ଏହି ରୋଗ ହୁଏ । ରୋଗୀର କାଶ, ଛିଙ୍କ ମାଧ୍ୟମରେ ଏହା ବାୟୁରେ ବ୍ୟାପିଥାଏ । ଦୁଇ ସପ୍ତାହରୁ ଅଧିକ କାଶ, ଜ୍ୱର, ଓଜନ ହ୍ରାସ, ରାତିରେ ଝାଳ ବାହାରିବା ଏହି ରୋଗର ମୁଖ୍ୟ ଲକ୍ଷଣ । ସଠିକ୍ ସମୟରେ ଚିକିତ୍ସା କଲେ ଯକ୍ଷ୍ମା ସମ୍ପୂର୍ଣ୍ଣ ଭଲ ହୋଇଯାଏ । ସରକାର ଡଟ୍‌ସ ପଦ୍ଧତିରେ ମାଗଣା ଚିକିତ୍ସା ଯୋଗାଉଛନ୍ତି । ଛଅ ମାସ ନିୟମିତ ଔଷଧ ସେବନ କରିବା ଅତ୍ୟନ୍ତ ଜରୁରୀ । ମଝିରେ ଔଷଧ ବନ୍ଦ କଲେ ରୋଗ ଔଷଧ ପ୍ରତିରୋଧୀ ହୋଇଯାଏ, ଯାହାର ଚିକିତ୍ସା ଅତି ଜଟିଳ ଓ ବ୍ୟୟବହୁଳ । ଏଚ୍‌ଆଇଭି ସଂକ୍ରମିତ ବ୍ୟକ୍ତିଙ୍କ ମଧ୍ୟରେ ଯକ୍ଷ୍ମା ହେବାର ସମ୍ଭାବନା ଅଧିକ । ଦାରିଦ୍ର୍ୟ, ଅପପୁଷ୍ଟି, ଅସ୍ୱାସ୍ଥ୍ୟକର ପରିବେଶ ଏହି ରୋଗ ବ୍ୟାପିବାର ମୁଖ୍ୟ କାରଣ । ଜନସଚେତନତା ହିଁ ଏହି ରୋଗ ନିରାକରଣର ମୂଳମନ୍ତ୍ର । ପ୍ରତିବର୍ଷ ମାର୍ଚ୍ଚ ୨୪ ତାରିଖକୁ ବିଶ୍ୱ ଯକ୍ଷ୍ମା ଦିବସ ଭାବେ ପାଳନ କରାଯାଏ । ୧୮୮୨ ମସିହାରେ ଏହି ଦିନ ଡ. ରବର୍ଟ କକ୍ ଯକ୍ଷ୍ମା ଜୀବାଣୁ ଆବିଷ୍କାର କରିଥିଲେ । — [6, 1069, 328, 1296]
bottom-col-2 — [350, 1898, 650, 2310]
story2-author: ଡା. ସୁରେନ୍ଦ୍ର ନାଥ ପତି — [87, 1042, 247, 1063]
sudoku-answer-note: ଏହାର ଉତ୍ତର ଆସନ୍ତାକାଲି ପ୍ରକାଶ ପାଇବ । — [1236, 1936, 1434, 1949]
advt-email-note: advertisements, commercial queries) — [1239, 1437, 1433, 1449]
sudoku-cell: 9 — [1319, 1731, 1353, 1780]
sudoku-solution-cell: 3 — [1405, 2024, 1420, 2038]
story1 — [6, 350, 328, 945]
divider — [6, 206, 328, 209]
sudoku-solution-cell: 6 — [1464, 2052, 1479, 2067]
letter1 — [1176, 656, 1494, 914]
letter2-body: ଗ୍ରୀଷ୍ମ ଋତୁ ଆରମ୍ଭ ହେବା ସହ ବିଦ୍ୟୁତ କାଟ ସମସ୍ୟା ଦେଖାଦେଇଛି । ଦିନରେ କେତେଥର ବିଦ୍ୟୁତ ଚାଲିଯାଉଛି । ପିଲାମାନଙ୍କ ପରୀକ୍ଷା ସମୟରେ ଏଭଳି ସମସ୍ୟା ସେମାନଙ୍କ ପାଠପଢ଼ାରେ ବାଧା ସୃଷ୍ଟି କରୁଛି । ବିଦ୍ୟୁତ ବିଭାଗ ଏ ଦିଗରେ ତୁରନ୍ତ ପଦକ୍ଷେପ ନେଉ । — [1176, 948, 1494, 1008]
letter1-body: ମହାଶୟ, ରାଜ୍ୟରେ ନାରୀ ନିର୍ଯ୍ୟାତନା ଘଟଣା ଦିନକୁ ଦିନ ବଢ଼ିଚାଲିଛି । ପ୍ରତିଦିନ ଖବରକାଗଜରେ ଧର୍ଷଣ ଓ ହତ୍ୟା ଭଳି ଜଘନ୍ୟ ଅପରାଧର ଖବର ପ୍ରକାଶ ପାଉଛି । ନାବାଳିକାମାନେ ମଧ୍ୟ ସୁରକ୍ଷିତ ନାହାନ୍ତି । ଅପରାଧୀମାନେ ଆଇନର ଫାଙ୍କ ନେଇ ଖସିଯାଉଛନ୍ତି । ପୋଲିସର ନିଷ୍କ୍ରିୟତା ଯୋଗୁଁ ଅପରାଧୀଙ୍କ ମନୋବଳ ବଢ଼ିଯାଇଛି । ଏଭଳି ଅପରାଧୀଙ୍କୁ କଠିନ ଦଣ୍ଡ ଦିଆଯିବା ଉଚିତ । ଦ୍ରୁତ ବିଚାର ପାଇଁ ସ୍ୱତନ୍ତ୍ର ଅଦାଲତ ଗଠନ କରାଯିବା ଦରକାର । ସମାଜର ସମସ୍ତ ବର୍ଗ ଏ ଦିଗରେ ସଚେତନ ହେବା ଆବଶ୍ୟକ । — [1176, 686, 1494, 807]
sudoku-cell — [1456, 1635, 1490, 1683]
editorial-col-a: ସୁରକ୍ଷା ସଚିବ ଆର୍. କେ. ସିଂ ଙ୍କ କାର୍ଯ୍ୟକାଳ ଶେଷ ହେବା ପରେ ତାଙ୍କ ସ୍ଥାନରେ କିଏ ଆସିବେ ସେ ନେଇ ଚର୍ଚ୍ଚା ଜୋର ଧରିଛି । ସରକାର ଏହି ପଦବୀ ପାଇଁ ଯୋଗ୍ୟ ଅଧିକାରୀଙ୍କ ନାଁ ଚୂଡ଼ାନ୍ତ କରିବାରେ ଲାଗିଛନ୍ତି । ଅନେକ ବରିଷ୍ଠ ଅଧିକାରୀଙ୍କ ନାଁ ଏଥିପାଇଁ ବିଚାରାଧୀନ ରହିଛି । ସମ୍ଭାବ୍ୟ ପ୍ରାର୍ଥୀମାନଙ୍କ ମଧ୍ୟରୁ କେତେଜଣ ରାଜ୍ୟ କ୍ୟାଡରର ଓ କେତେଜଣ କେନ୍ଦ୍ରୀୟ ପ୍ରତିନିଯୁକ୍ତିରେ ଅଛନ୍ତି । ଶାସନ କଳର ଏହି ଗୁରୁତ୍ୱପୂର୍ଣ୍ଣ ପଦବୀ ପାଇଁ ଯୋଗ୍ୟତା ସହ ଅଭିଜ୍ଞତାକୁ ଗୁରୁତ୍ୱ ଦିଆଯାଉଛି । ମନ୍ତ୍ରିମଣ୍ଡଳ ସଚିବାଳୟ ଏହି ନିଯୁକ୍ତି ପ୍ରକ୍ରିୟା ଉପରେ ନଜର ରଖିଛି । — [350, 168, 743, 274]
history-item: ୫୯ତମ ସମ୍ବିଧାନ ସଂଶୋଧନ ବିଲ୍ ଲୋକ ସଭାରେ ଗୃହୀତ । — [1176, 1526, 1403, 1538]
quote-author: -ଶ୍ରୀମା — [862, 38, 900, 52]
story2-signoff: ଲେଉକ୍ତା ଏକ୍ସେକ୍ଟ୍, ବଡଜେଣା, ପୁରୀ — [164, 1742, 328, 1755]
lead-body-5: ଗତ ୪ । ୧୨ । ୧୨ରେ 'ବିଶ୍ୱ ବିଦ୍ୟାଳୟ ବିଲ୍ ୨୦୧୨' ଶିରୋନାମା ଏକ ବିଧେୟକ ସଂସଦରେ ଉପସ୍ଥାପିତ ହୋଇଥିଲା । ଏହି ବିଲ୍‌ର ଉଦ୍ଦେଶ୍ୟ ହେଉଛି ଦେଶରେ ଉଚ୍ଚଶିକ୍ଷାର ମାନ ବୃଦ୍ଧି କରିବା ଏବଂ ଗବେଷଣାକୁ ପ୍ରୋତ୍ସାହିତ କରିବା । ଏହି ବିଲ୍ ଅନୁଯାୟୀ ସରକାରୀ ଓ ଘରୋଇ ଉଭୟ କ୍ଷେତ୍ରରେ ଗବେଷଣା ଭିତ୍ତିକ ବିଶ୍ୱବିଦ୍ୟାଳୟ ପ୍ରତିଷ୍ଠା କରାଯାଇପାରିବ । ଏଥିରେ ଶିକ୍ଷକମାନଙ୍କ ନିଯୁକ୍ତି, ପାଠ୍ୟକ୍ରମ ନିର୍ଦ୍ଧାରଣ ଓ ଆର୍ଥିକ ସ୍ୱାୟତ୍ତତା ଉପରେ ବିଶେଷ ଗୁରୁତ୍ୱ ଦିଆଯାଇଛି । ସେହିଭଳି ବିଦେଶୀ ଶିକ୍ଷାନୁଷ୍ଠାନଗୁଡ଼ିକର ପ୍ରବେଶ ଓ କାର୍ଯ୍ୟ ନିୟନ୍ତ୍ରଣ ପାଇଁ ମଧ୍ୟ ଏକ ବିଲ୍ ବିଚାରାଧୀନ ଅଛି । ଦେଶରେ ବର୍ତ୍ତମାନ ପାଖାପାଖି ୬୦୦ ବିଶ୍ୱବିଦ୍ୟାଳୟ ଓ ୩୫ ହଜାର ମହାବିଦ୍ୟାଳୟ ରହିଛି । କିନ୍ତୁ ବିଶ୍ୱର ପ୍ରଥମ ଦୁଇଶହ ବିଶ୍ୱବିଦ୍ୟାଳୟ ତାଲିକାରେ ଭାରତର ଗୋଟିଏ ବି ବିଶ୍ୱବିଦ୍ୟାଳୟ ସ୍ଥାନ ପାଇନାହିଁ । ଏହା ଆମ ଉଚ୍ଚଶିକ୍ଷାର ଦୁର୍ବଳତାକୁ ଦର୍ଶାଉଛି । ଗବେଷଣା କ୍ଷେତ୍ରରେ ଆମର ଖର୍ଚ୍ଚ ଜିଡିପିର ଏକ ପ୍ରତିଶତରୁ କମ୍ । ଚୀନ, ଆମେରିକା, ଜାପାନ ଭଳି ଦେଶ ଗବେଷଣା ପାଇଁ ବହୁ ଅଧିକ ଅର୍ଥ ବିନିଯୋଗ କରୁଛନ୍ତି । ଏହି ପରିପ୍ରେକ୍ଷୀରେ ନୂଆ ବିଲ୍‌ର ଗୁରୁତ୍ୱ ଅସୀମ । — [757, 1486, 1150, 1668]
letter1-title: କଠିନ ଦଣ୍ଡ ଦିଆଯାଉ — [1254, 660, 1416, 682]
sudoku-cell: 5 — [1456, 1876, 1490, 1925]
envelope-icon — [1176, 610, 1228, 642]
sudoku-solution-cell: 7 — [1390, 2024, 1405, 2038]
letter1-author: ସୂର୍ଯ୍ୟନାରାୟଣ ଦାଶ, ହାଟକିଶୋର୍, ପୁରୀ — [1327, 892, 1494, 905]
sudoku-solution-cell: 9 — [1390, 2009, 1405, 2024]
ei-bharatare-title: ଏଇ ଭାରତରେ... — [1186, 17, 1362, 47]
sudoku-credit: © Puzzles by Pappocom — [1180, 1606, 1279, 1616]
sudoku-cell — [1319, 1924, 1353, 1926]
sudoku-cell: 6 — [1387, 1635, 1421, 1683]
sudoku-cell: 3 — [1216, 1779, 1250, 1828]
sub-heading-image — [757, 308, 1150, 348]
sudoku-cell — [1353, 1731, 1387, 1780]
sudoku-solution-cell: 6 — [1449, 2024, 1464, 2038]
editorial-col-b: ନିଜକୁ ଭଲ ପ୍ରଶାସକ ଭାବେ ପ୍ରତିଷ୍ଠିତ କରିବା ପାଇଁ ସରକାର ନୂଆ ଯୋଜନା ଆରମ୍ଭ କରିଛନ୍ତି । ଏହି ଯୋଜନା ଅନୁସାରେ ସରକାରଙ୍କ ସାରା ଦେଶରୁ ୨୫ ଜଣ ଅଧିକାରୀଙ୍କୁ ବାଛିକି ବିଦେଶରେ ତାଲିମ ଦିଆଯିବ । ଏଥିପାଇଁ ଅନେକ ପ୍ରତିଷ୍ଠାନ ସହ ବୁଝାମଣା ହୋଇଛି । ଅଧିକାରୀମାନେ ନେତୃତ୍ୱ ଗୁଣ ବିକାଶ ପାଇଁ ବିଶେଷ ପାଠ୍ୟକ୍ରମ ପଢ଼ିବେ । ଏହି କାର୍ଯ୍ୟକ୍ରମ ଦୁଇ ବର୍ଷ ଧରି ଚାଲିବ । — [757, 168, 1150, 243]
sudoku-cell — [1353, 1683, 1387, 1731]
address-line-1: ସମ୍ପାଦକ, ଧରିତ୍ରୀ, — [1292, 1302, 1380, 1315]
sudoku-solution-cell: 7 — [1479, 2081, 1494, 2095]
sudoku-cell — [1422, 1731, 1456, 1780]
sudoku-cell: 9 — [1387, 1683, 1421, 1731]
sudoku-solution-cell: 1 — [1361, 2024, 1376, 2038]
sudoku-solution-cell: 2 — [1390, 2052, 1405, 2067]
sudoku-cell — [1387, 1731, 1421, 1780]
footer-marker — [560, 2320, 670, 2329]
sudoku-solution-cell: 5 — [1420, 2081, 1435, 2095]
address-heading: ପାଠକ ଶ୍ରେଷ୍ଠ ବିଚାରକ ସ୍ତମ୍ଭ ପାଇଁ ପତ୍ର ପଠାଇବାର ଠିକଣା: — [1198, 1287, 1474, 1300]
lead-signoff: ୬୭, କଳ୍ପନାଗାର, ଭୁବନେଶ୍ୱର-୭, ମୋ:୯୪୩୭୪୦୪୪୯୯ — [894, 1756, 1150, 1770]
sudoku-cell — [1183, 1924, 1217, 1926]
sudoku-solution-cell: 7 — [1420, 2067, 1435, 2081]
story1-author: -ରଶ୍ମିରଞ୍ଜନ ମିଶ୍ର — [231, 920, 328, 934]
sudoku-cell: 2 — [1353, 1635, 1387, 1683]
sudoku-solution-cell: 5 — [1464, 2038, 1479, 2053]
footer-marker — [960, 2320, 1070, 2329]
address-line-3: କେବଳ ସମ୍ପାଦକଙ୍କୁ ପତ୍ର, ଖବର ଓ ଫଟୋ ପାଇଁ ବ୍ୟବହାର କରନ୍ତୁ : — [1188, 1332, 1484, 1360]
chirantani-poem: ଆଜି ସିନ୍ଧୁ ଏ କି ରୂପ? କି ଉମାର କିବା ଉଲ୍ଲାସ ଧ୍ୱଂସର ମୂରତି? କିବା ପାଗଳ-ଚଞ୍ଚଳ ଉମାଦନ! କି ଉଦ୍ଦାମ ଚିତ୍ତ ଆଜି ବିଷ୍ଣୁଭଗ୍ନ କରି ସୁମହାନ ଭାରତ ପାଶାଣ ମୁଁ ଯେ ନ ପାରଇ ଜାଣି କି ଉଦେଶ୍ୟ ବହୁ ଭୁ ଉଲ୍ଲାସି। — [6, 59, 221, 141]
sudoku-cell: 3 — [1422, 1876, 1456, 1925]
sudoku-cell — [1285, 1876, 1319, 1925]
sudoku-solution-cell: 5 — [1405, 2009, 1420, 2024]
author-photo — [612, 356, 678, 440]
sub1-title: ନେତୃତ୍ୱ ବିକାଶ ଯୋଜନା — [432, 452, 661, 480]
sudoku-solution-cell: 9 — [1405, 2052, 1420, 2067]
bottom-col-3 — [844, 1898, 1150, 2310]
sudoku-solution-cell: 4 — [1464, 2067, 1479, 2081]
sudoku-solution-cell: 7 — [1464, 2009, 1479, 2024]
sudoku-solution-cell: 7 — [1405, 2038, 1420, 2053]
sudoku-solution-cell: 5 — [1479, 1995, 1494, 2010]
address-box — [1180, 1278, 1492, 1460]
history-year: ୧୯୮୮ — [1450, 1498, 1486, 1518]
lead-body-4: ଦ୍ୱାଦଶ ପଞ୍ଚବାର୍ଷିକ ଯୋଜନାରେ ଉଚ୍ଚଶିକ୍ଷା ପାଇଁ ଯଥେଷ୍ଟ ଅର୍ଥ ବ୍ୟବସ୍ଥା କରାଯାଇଛି । ଜାତୀୟ ଜ୍ଞାନ ଆୟୋଗ ମଧ୍ୟ ୧୫୦୦ ବିଶ୍ୱବିଦ୍ୟାଳୟ ପ୍ରତିଷ୍ଠା ପାଇଁ ସୁପାରିସ କରିଥିଲା । ଗବେଷଣା ଓ ନବସୃଜନ ପାଇଁ ବିଶ୍ୱବିଦ୍ୟାଳୟଗୁଡ଼ିକୁ ଅଧିକ ସ୍ୱାଧୀନତା ଦେବା ଆବଶ୍ୟକ । ପାଠ୍ୟକ୍ରମକୁ ଶିଳ୍ପ ଓ ବଜାରର ଆବଶ୍ୟକତା ସହ ସମନ୍ୱିତ କରିବାକୁ ପଡ଼ିବ । ଶିକ୍ଷକ ଓ ଗବେଷକମାନଙ୍କୁ ଆନ୍ତର୍ଜାତୀୟ ସ୍ତରର ସୁବିଧା ଯୋଗାଇବା ଦରକାର । ଭିନ୍ନ ଭିନ୍ନ ବିଷୟ ମଧ୍ୟରେ ଆନ୍ତଃବିଷୟକ ଗବେଷଣାକୁ ପ୍ରୋତ୍ସାହନ ଦିଆଯିବା ଉଚିତ । ବିଶ୍ୱବିଦ୍ୟାଳୟ ମଞ୍ଜୁରୀ ଆୟୋଗର ଭୂମିକା ମଧ୍ୟ ପୁନର୍ବିଚାର ହେବା ଦରକାର । ଏହି ବିଲ୍ ପାରିତ ହେଲେ ଦେଶରେ ଗବେଷଣାର ପରିବେଶ ସୃଷ୍ଟି ହେବ । ଆମ ଛାତ୍ରଛାତ୍ରୀମାନେ ବିଦେଶ ନଯାଇ ଦେଶରେ ହିଁ ଉନ୍ନତ ଶିକ୍ଷା ପାଇପାରିବେ । ପ୍ରତିବର୍ଷ ଲକ୍ଷାଧିକ ଛାତ୍ର ବିଦେଶରେ ପଢ଼ିବାକୁ ଯାଉଥିବାରୁ ବହୁ ବୈଦେଶିକ ମୁଦ୍ରା ବାହାରକୁ ଚାଲିଯାଉଛି । — [757, 1016, 1150, 1167]
lead-author: ପ୍ରମୋଦ ଚନ୍ଦ୍ର ପଟ୍ଟନାୟକ — [622, 747, 878, 773]
letter3-body: ସମ୍ପ୍ରତି ଯୁବପିଢ଼ି ମଧ୍ୟରେ ନିଯୁକ୍ତି ସମସ୍ୟା ଏକ ବଡ଼ ଚିନ୍ତାର ବିଷୟ । ଅନେକ ଶିକ୍ଷିତ ଯୁବକ ଚାକିରି ନପାଇ ହତାଶ ହେଉଛନ୍ତି । ତେବେ ଏହି ସମସ୍ୟାକୁ ସୁଯୋଗରେ ପରିଣତ କରିବା ଦରକାର । ଯୁବକମାନେ ସ୍ୱନିଯୁକ୍ତି ଦିଗରେ ଆଗେଇ ଆସିବା ଉଚିତ । ସରକାର ମଧ୍ୟ ସ୍ୱନିଯୁକ୍ତି ପାଇଁ ଋଣ ଯୋଗାଇ ଦେଉଛନ୍ତି । ଛୋଟ ଛୋଟ ଉଦ୍ୟୋଗ ପ୍ରତିଷ୍ଠା କରି ଅନ୍ୟମାନଙ୍କୁ ମଧ୍ୟ ନିଯୁକ୍ତି ଦେଇପାରିବେ । ଆତ୍ମବିଶ୍ୱାସ ଓ ପରିଶ୍ରମ ଦ୍ୱାରା ସଫଳତା ହାସଲ କରିହେବ । — [1176, 1112, 1494, 1218]
lead-col-2 — [757, 780, 1150, 1792]
sudoku-cell — [1183, 1876, 1217, 1925]
sub1-heading — [350, 446, 743, 486]
dharitri-logo — [930, 6, 1152, 74]
